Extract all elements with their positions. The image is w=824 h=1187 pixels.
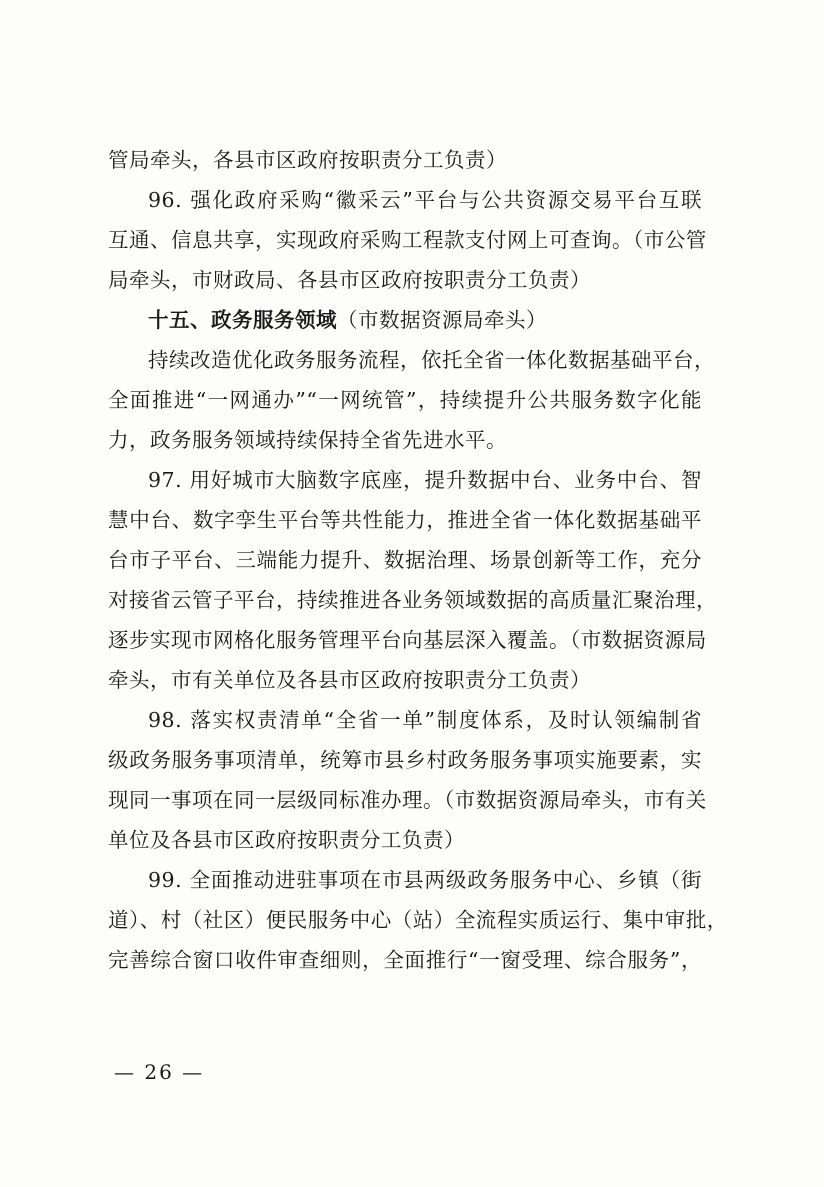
section-heading-lead: （市数据资源局牵头） [337,308,547,332]
paragraph-line: 台市子平台、三端能力提升、数据治理、场景创新等工作，充分 [108,548,702,572]
paragraph-line: 级政务服务事项清单，统筹市县乡村政务服务事项实施要素，实 [108,748,702,772]
paragraph-line: 管局牵头，各县市区政府按职责分工负责） [108,148,507,172]
paragraph-line: 单位及各县市区政府按职责分工负责） [108,828,465,852]
paragraph-line: 现同一事项在同一层级同标准办理。（市数据资源局牵头，市有关 [108,788,707,812]
section-heading [108,300,702,340]
item-97-line: 97. 用好城市大脑数字底座，提升数据中台、业务中台、智 [148,468,702,492]
paragraph-line: 互通、信息共享，实现政府采购工程款支付网上可查询。（市公管 [108,228,707,252]
section-heading-title: 十五、政务服务领域 [148,308,337,332]
paragraph-line: 全面推进“一网通办”“一网统管”，持续提升公共服务数字化能 [108,388,702,412]
paragraph-line: 道）、村（社区）便民服务中心（站）全流程实质运行、集中审批， [108,908,728,932]
page-number: — 26 — [114,1060,205,1084]
paragraph-line: 对接省云管子平台，持续推进各业务领域数据的高质量汇聚治理， [108,588,717,612]
document-body [108,140,728,980]
paragraph-line: 牵头，市有关单位及各县市区政府按职责分工负责） [108,668,591,692]
paragraph-line: 力，政务服务领域持续保持全省先进水平。 [108,428,507,452]
paragraph-line: 逐步实现市网格化服务管理平台向基层深入覆盖。（市数据资源局 [108,628,707,652]
paragraph-line: 完善综合窗口收件审查细则，全面推行“一窗受理、综合服务”， [108,948,702,972]
item-96-line: 96. 强化政府采购“徽采云”平台与公共资源交易平台互联 [148,188,702,212]
paragraph-line: 局牵头，市财政局、各县市区政府按职责分工负责） [108,268,591,292]
item-99-line: 99. 全面推动进驻事项在市县两级政务服务中心、乡镇（街 [148,868,702,892]
paragraph-line: 持续改造优化政务服务流程，依托全省一体化数据基础平台， [148,348,715,372]
item-98-line: 98. 落实权责清单“全省一单”制度体系，及时认领编制省 [148,708,702,732]
paragraph-line: 慧中台、数字孪生平台等共性能力，推进全省一体化数据基础平 [108,508,702,532]
